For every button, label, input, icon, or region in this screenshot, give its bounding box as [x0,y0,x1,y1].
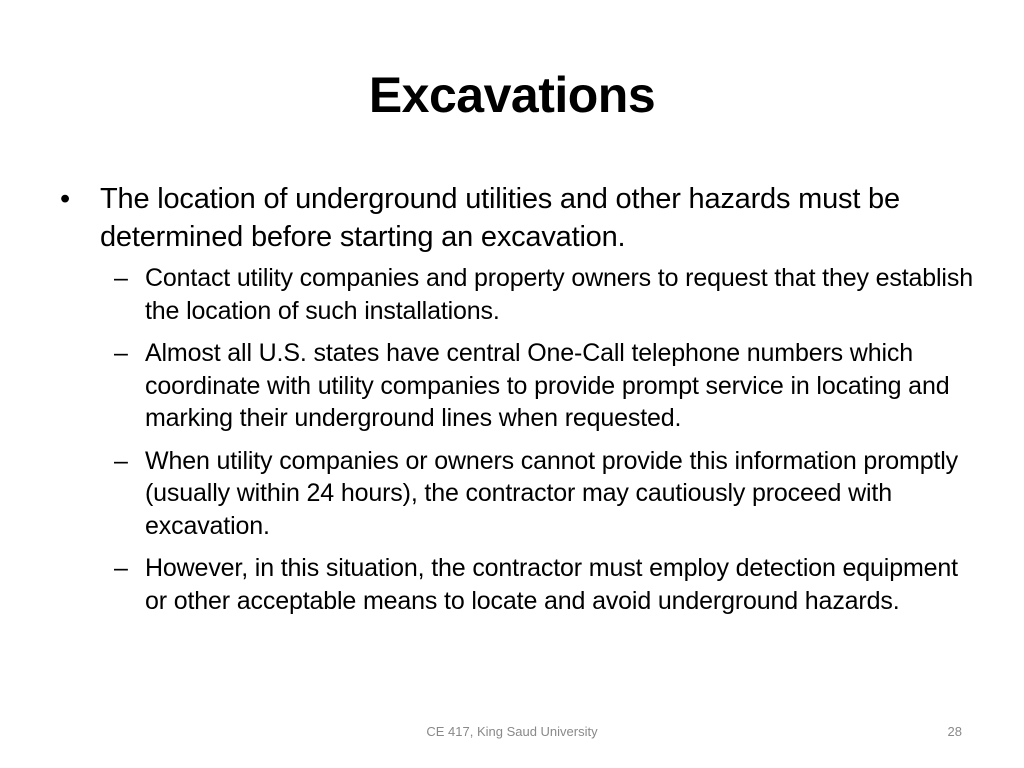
sub-bullet-text: Almost all U.S. states have central One-Call telephone numbers which coordinate with utility companies to provide prompt service in locating and marking their underground lines when requested. [145,339,950,432]
dash-icon: – [114,554,128,582]
sub-bullet-text: When utility companies or owners cannot provide this information promptly (usually within 24 hours), the contractor may cautiously proceed with excavation. [145,446,959,540]
sub-bullet-item [100,337,976,435]
dash-icon: – [114,264,128,292]
bullet-dot-icon: • [60,183,70,215]
page-number: 28 [947,724,962,739]
bullet-item [56,180,976,256]
sub-bullet-list [100,262,976,617]
footer-text: CE 417, King Saud University [426,724,598,739]
sub-bullet-text: However, in this situation, the contractor must employ detection equipment or other acceptable means to locate and avoid underground hazards. [145,554,958,615]
bullet-text: The location of underground utilities and other hazards must be determined before starting an excavation. [100,183,900,253]
sub-bullet-item [100,445,976,543]
sub-bullet-item [100,262,976,327]
dash-icon: – [114,446,128,475]
sub-bullet-item [100,552,976,617]
slide-content [56,180,976,627]
slide-title: Excavations [368,67,656,123]
dash-icon: – [114,339,128,367]
sub-bullet-text: Contact utility companies and property owners to request that they establish the location of such installations. [145,264,973,325]
